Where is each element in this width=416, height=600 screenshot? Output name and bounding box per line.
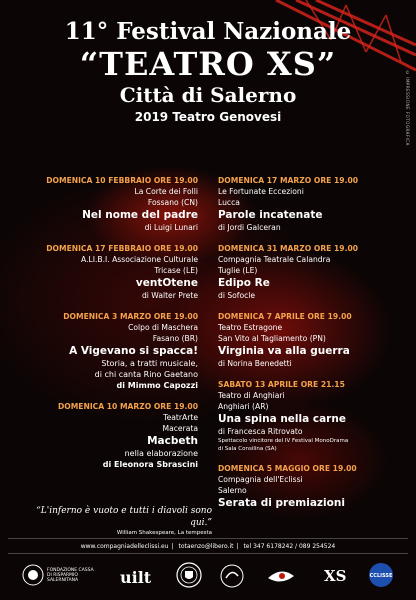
event-note: di Sala Consilina (SA) — [218, 446, 277, 452]
event-company: Le Fortunate Eccezioni — [218, 187, 304, 196]
event-author: di Norina Benedetti — [218, 359, 292, 368]
event-author: di Eleonora Sbrascini — [102, 460, 198, 469]
event-place: Salerno — [218, 486, 247, 495]
event-company: La Corte dei Folli — [134, 187, 198, 196]
event-author: di Sofocle — [218, 291, 256, 300]
uilt-logo-text: uilt — [120, 568, 152, 587]
event-title: Macbeth — [147, 435, 198, 447]
event-place: Anghiari (AR) — [218, 402, 269, 411]
event-company: TeatrArte — [163, 413, 198, 422]
event-title: Una spina nella carne — [218, 413, 346, 425]
event-date: DOMENICA 5 MAGGIO ORE 19.00 — [218, 464, 357, 473]
event-description: di chi canta Rino Gaetano — [94, 370, 198, 379]
salerno-crest-logo — [176, 562, 202, 588]
event-date: DOMENICA 7 APRILE ORE 19.00 — [218, 312, 352, 321]
event-place: Lucca — [218, 198, 240, 207]
event-place: Fossano (CN) — [147, 198, 198, 207]
event-company: A.LI.B.I. Associazione Culturale — [81, 255, 198, 264]
festival-edition: 11° Festival Nazionale — [64, 18, 352, 45]
event-item — [218, 463, 408, 510]
fondazione-emblem-icon — [22, 564, 44, 586]
fondazione-name: FONDAZIONE CASSA DI RISPARMIO SALERNITANA — [47, 567, 94, 583]
event-company: Colpo di Maschera — [128, 323, 198, 332]
sponsor-logos-row — [0, 556, 416, 596]
event-place: Tricase (LE) — [154, 266, 198, 275]
festival-city: Città di Salerno — [119, 83, 297, 107]
quote-attribution: William Shakespeare, La tempesta — [116, 530, 212, 536]
event-item — [218, 379, 408, 453]
photo-credit: © IMPRESSIONE FOTOGRAFICA — [405, 70, 410, 146]
fondazione-logo — [22, 564, 97, 586]
shakespeare-quote — [12, 505, 212, 537]
event-place: San Vito al Tagliamento (PN) — [218, 334, 326, 343]
event-item — [8, 243, 198, 301]
right-events-column — [218, 175, 408, 520]
phone-text: tel 347 6178242 / 089 254524 — [243, 543, 336, 550]
event-author: di Luigi Lunari — [144, 223, 198, 232]
campania-logo — [266, 566, 296, 586]
event-author: di Jordi Galceran — [218, 223, 281, 232]
event-title: A Vigevano si spacca! — [69, 345, 198, 357]
event-item — [8, 401, 198, 470]
website-link[interactable]: www.compagniadelleclissi.eu — [80, 543, 169, 550]
event-title: Serata di premiazioni — [218, 497, 345, 509]
event-date: DOMENICA 10 FEBBRAIO ORE 19.00 — [46, 176, 198, 185]
cclisse-logo-text: CCLISSE — [369, 573, 393, 579]
event-date: DOMENICA 3 MARZO ORE 19.00 — [63, 312, 198, 321]
event-author: di Francesca Ritrovato — [218, 427, 303, 436]
event-item — [218, 175, 408, 233]
event-title: Edipo Re — [218, 277, 270, 289]
event-place: Tuglie (LE) — [218, 266, 258, 275]
xs-logo-text: XS — [324, 567, 347, 585]
regione-logo — [220, 564, 244, 588]
xs-logo — [322, 564, 352, 588]
event-description: nella elaborazione — [124, 449, 198, 458]
event-author: di Walter Prete — [141, 291, 198, 300]
email-link[interactable]: totaenzo@libero.it — [178, 543, 234, 550]
left-events-column — [8, 175, 198, 480]
event-company: Compagnia Teatrale Calandra — [218, 255, 331, 264]
event-author: di Mimmo Capozzi — [116, 381, 198, 390]
event-item — [8, 311, 198, 391]
quote-text: “L'inferno è vuoto e tutti i diavoli sono qui.” — [36, 506, 212, 528]
event-place: Fasano (BR) — [152, 334, 198, 343]
event-item — [8, 175, 198, 233]
festival-title: “TEATRO XS” — [79, 45, 337, 83]
event-company: Teatro Estragone — [218, 323, 283, 332]
event-place: Macerata — [162, 424, 198, 433]
campania-emblem-icon — [266, 566, 296, 586]
event-company: Teatro di Anghiari — [218, 391, 285, 400]
event-date: DOMENICA 31 MARZO ORE 19.00 — [218, 244, 359, 253]
footer-divider — [8, 538, 408, 539]
festival-venue: 2019 Teatro Genovesi — [134, 110, 282, 124]
footer-divider — [8, 553, 408, 554]
event-note: Spettacolo vincitore del IV Festival MonoDrama — [218, 438, 349, 444]
event-date: SABATO 13 APRILE ORE 21.15 — [218, 380, 345, 389]
poster-header — [0, 18, 416, 126]
event-item — [218, 243, 408, 301]
event-date: DOMENICA 17 MARZO ORE 19.00 — [218, 176, 359, 185]
contact-footer: www.compagniadelleclissi.eu | totaenzo@libero.it | tel 347 6178242 / 089 254524 — [80, 543, 336, 550]
event-date: DOMENICA 10 MARZO ORE 19.00 — [57, 402, 198, 411]
event-date: DOMENICA 17 FEBBRAIO ORE 19.00 — [46, 244, 198, 253]
swirl-icon — [220, 564, 244, 588]
event-title: ventOtene — [135, 277, 198, 289]
crest-icon — [176, 562, 202, 588]
event-company: Compagnia dell'Eclissi — [218, 475, 303, 484]
event-title: Virginia va alla guerra — [218, 345, 350, 357]
event-item — [218, 311, 408, 369]
event-title: Parole incatenate — [218, 209, 323, 221]
event-description: Storia, a tratti musicale, — [101, 359, 198, 368]
uilt-logo — [118, 564, 154, 588]
cclisse-logo — [368, 562, 394, 588]
event-title: Nel nome del padre — [82, 209, 198, 221]
